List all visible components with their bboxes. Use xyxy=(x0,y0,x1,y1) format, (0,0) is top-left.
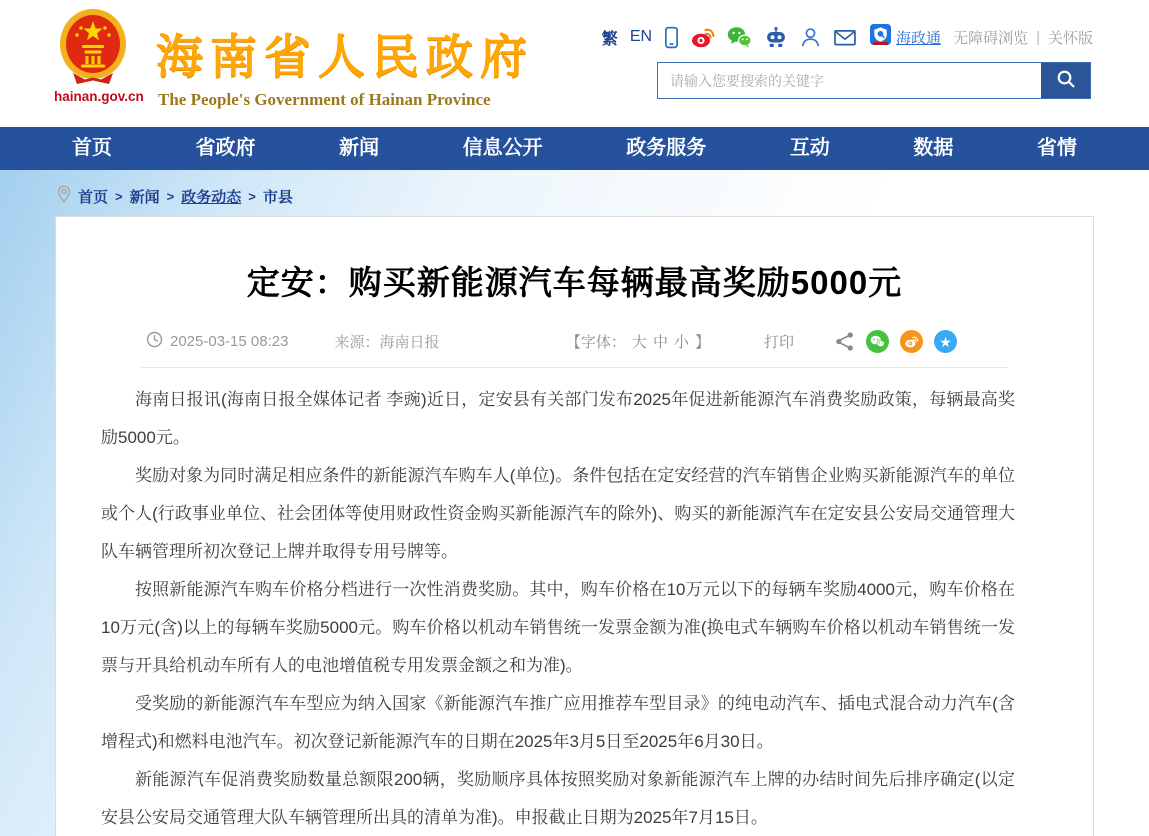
star-icon: ★ xyxy=(939,333,952,350)
article-meta xyxy=(146,330,1093,353)
article-paragraph: 奖励对象为同时满足相应条件的新能源汽车购车人(单位)。条件包括在定安经营的汽车销售企业购买新能源汽车的单位或个人(行政事业单位、社会团体等使用财政性资金购买新能源汽车的除外)、购买的新能源汽车在定安县公安局交通管理大队车辆管理所初次登记上牌并取得专用号牌等。 xyxy=(101,466,1015,561)
location-pin-icon xyxy=(57,185,71,208)
article-paragraph: 海南日报讯(海南日报全媒体记者 李豌)近日，定安县有关部门发布2025年促进新能源汽车消费奖励政策，每辆最高奖励5000元。 xyxy=(101,390,1015,447)
nav-item-government-services[interactable]: 政务服务 xyxy=(626,137,707,159)
breadcrumb-cities-counties: 市县 xyxy=(262,188,293,206)
mail-icon[interactable] xyxy=(833,28,857,47)
wechat-share-icon[interactable] xyxy=(866,330,889,353)
haizhengtong-link[interactable] xyxy=(869,23,941,51)
article-paragraph: 受奖励的新能源汽车车型应为纳入国家《新能源汽车推广应用推荐车型目录》的纯电动汽车、插电式混合动力汽车(含增程式)和燃料电池汽车。初次登记新能源汽车的日期在2025年3月5日至2025年6月30日。 xyxy=(101,694,1015,751)
breadcrumb-news[interactable]: 新闻 xyxy=(129,188,160,206)
robot-icon[interactable] xyxy=(764,26,788,48)
font-size-prefix: 【字体： xyxy=(565,334,626,351)
page-background xyxy=(0,170,1149,836)
publish-datetime xyxy=(146,331,288,352)
article-source xyxy=(334,331,439,352)
source-label: 来源： xyxy=(334,334,380,351)
site-logo[interactable] xyxy=(54,8,144,104)
nav-item-information-disclosure[interactable]: 信息公开 xyxy=(462,137,543,159)
care-version-link[interactable]: 关怀版 xyxy=(1047,29,1093,47)
search-icon xyxy=(1055,68,1077,93)
search-bar xyxy=(657,62,1091,99)
font-size-large-button[interactable]: 大 xyxy=(631,334,647,351)
nav-item-news[interactable]: 新闻 xyxy=(339,137,380,159)
source-value: 海南日报 xyxy=(379,334,440,351)
nav-item-province-profile[interactable]: 省情 xyxy=(1036,137,1077,159)
article-body xyxy=(56,368,1093,836)
site-subtitle-en: The People's Government of Hainan Province xyxy=(158,90,491,109)
breadcrumb-separator: > xyxy=(166,188,175,204)
share-buttons xyxy=(834,330,957,353)
print-button[interactable]: 打印 xyxy=(763,334,794,351)
breadcrumb-separator: > xyxy=(248,188,256,204)
article-title: 定安：购买新能源汽车每辆最高奖励5000元 xyxy=(246,264,903,301)
breadcrumb-separator: > xyxy=(115,188,123,204)
weibo-share-icon[interactable] xyxy=(900,330,923,353)
font-size-suffix: 】 xyxy=(694,334,710,351)
font-size-medium-button[interactable]: 中 xyxy=(652,334,668,351)
search-input[interactable] xyxy=(658,63,1041,98)
article-paragraph: 按照新能源汽车购车价格分档进行一次性消费奖励。其中，购车价格在10万元以下的每辆车奖励4000元，购车价格在10万元(含)以上的每辆车奖励5000元。购车价格以机动车销售统一发票金额为准(换电式车辆购车价格以机动车销售统一发票与开具给机动车所有人的电池增值税专用发票金额之和为准)。 xyxy=(101,580,1015,675)
nav-item-provincial-government[interactable]: 省政府 xyxy=(195,137,256,159)
site-title: 海南省人民政府 xyxy=(156,30,534,83)
haizhengtong-label: 海政通 xyxy=(896,29,942,47)
weibo-icon[interactable] xyxy=(691,26,715,48)
main-nav xyxy=(0,127,1149,170)
search-button[interactable] xyxy=(1041,63,1090,98)
wechat-icon[interactable] xyxy=(727,26,752,48)
user-icon[interactable] xyxy=(800,26,821,48)
traditional-chinese-link[interactable]: 繁 xyxy=(601,30,618,48)
nav-item-interaction[interactable]: 互动 xyxy=(789,137,830,159)
breadcrumb-home[interactable]: 首页 xyxy=(78,188,109,206)
header-quick-links xyxy=(602,24,1093,50)
clock-icon xyxy=(146,331,163,352)
haizhengtong-icon xyxy=(869,23,892,51)
publish-datetime-text: 2025-03-15 08:23 xyxy=(170,333,289,350)
site-domain: hainan.gov.cn xyxy=(54,89,144,104)
nav-item-home[interactable]: 首页 xyxy=(72,137,112,159)
quick-links-divider: | xyxy=(1036,28,1040,46)
breadcrumb-government-updates[interactable]: 政务动态 xyxy=(181,188,242,206)
site-header xyxy=(0,0,1149,127)
article-paragraph: 新能源汽车促消费奖励数量总额限200辆，奖励顺序具体按照奖励对象新能源汽车上牌的办结时间先后排序确定(以定安县公安局交通管理大队车辆管理所出具的清单为准)。申报截止日期为2025年7月15日。 xyxy=(101,770,1015,827)
accessible-browsing-link[interactable]: 无障碍浏览 xyxy=(953,29,1029,47)
font-size-control xyxy=(566,331,710,352)
english-link[interactable]: EN xyxy=(629,28,653,45)
breadcrumb xyxy=(0,170,1149,206)
mobile-icon[interactable] xyxy=(664,26,679,49)
accessibility-links xyxy=(953,27,1093,48)
share-alt-icon[interactable] xyxy=(834,331,855,352)
font-size-small-button[interactable]: 小 xyxy=(673,334,689,351)
nav-item-data[interactable]: 数据 xyxy=(913,137,954,159)
national-emblem-icon xyxy=(59,73,127,90)
qzone-share-icon[interactable] xyxy=(934,330,957,353)
article-card xyxy=(55,216,1094,836)
